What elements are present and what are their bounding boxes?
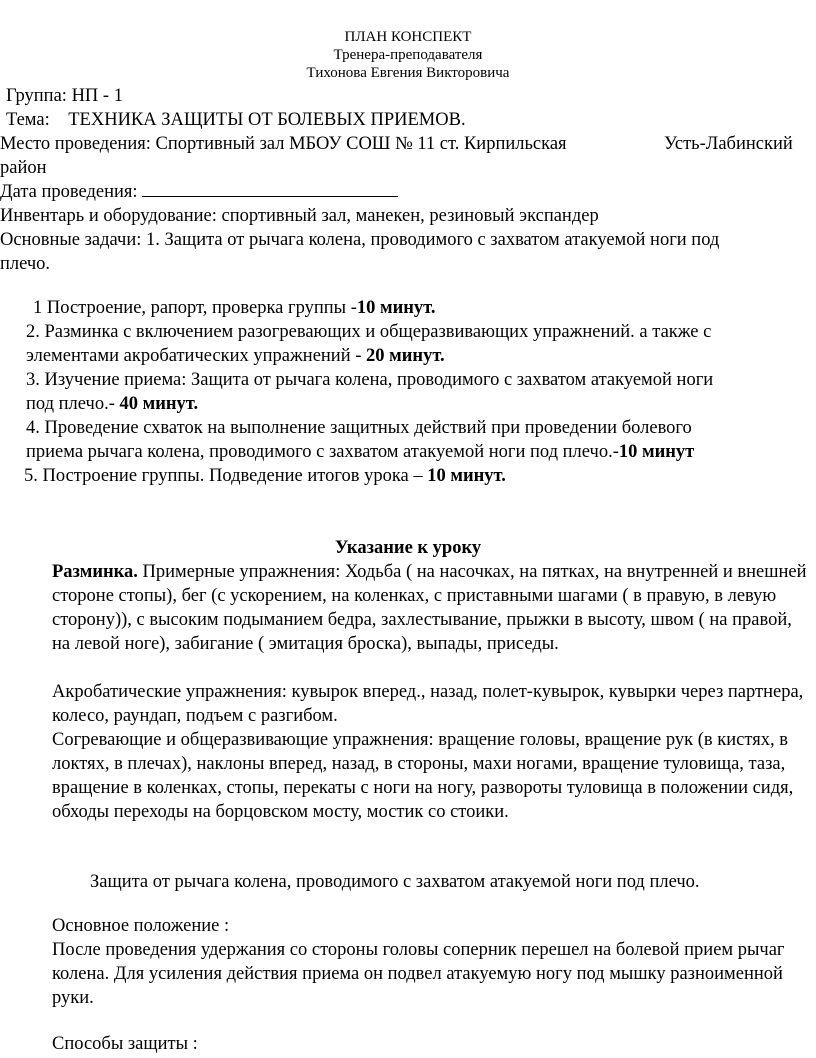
topic-line [6,108,466,132]
plan-item: приема рычага колена, проводимого с захватом атакуемой ноги под плечо.-10 минут [26,442,695,462]
basic-position-label: Основное положение : [52,916,230,936]
basic-position-text: После проведения удержания со стороны головы соперник перешел на болевой прием рычаг колена. Для усиления действия приема он подвел атакуемую ногу под мышку разноименной руки. [52,940,785,1008]
plan-item: 3. Изучение приема: Защита от рычага колена, проводимого с захватом атакуемой ноги [26,370,714,390]
warmup-text: Примерные упражнения: Ходьба ( на насочках, на пятках, на внутренней и внешней стороне стопы), бег (с ускорением, на коленках, с приставными шагами ( в правую, в левую сторону)), с высоким подыманием бедра, захлестывание, прыжки в высоту, швом ( на правой, на левой ноге), забигание ( эмитация броска), выпады, приседы. [52,562,807,654]
acrobatic-paragraph: Акробатические упражнения: кувырок вперед., назад, полет-кувырок, кувырки через партнера, колесо, раундап, подъем с разгибом. [52,682,804,726]
topic-label: Тема: [6,110,50,130]
instructions-heading: Указание к уроку [334,538,482,558]
place-line: Место проведения: Спортивный зал МБОУ СОШ № 11 ст. Кирпильская [0,134,567,154]
date-line [0,180,398,204]
plan-title: ПЛАН КОНСПЕКТ [344,29,472,45]
warmup-paragraph [52,560,814,656]
trainer-name: Тихонова Евгения Викторовича [306,65,510,81]
trainer-role: Тренера-преподавателя [333,47,483,63]
date-blank [142,180,398,197]
plan-item: 4. Проведение схваток на выполнение защитных действий при проведении болевого [26,418,692,438]
group-line: Группа: НП - 1 [6,86,123,106]
plan-item: 5. Построение группы. Подведение итогов урока – 10 минут. [24,466,506,486]
plan-item: 1 Построение, рапорт, проверка группы -10 минут. [33,298,436,318]
warmup-label: Разминка. [52,562,138,582]
defense-methods-label: Способы защиты : [52,1034,198,1054]
plan-item: элементами акробатических упражнений - 20 минут. [26,346,445,366]
defense-title: Защита от рычага колена, проводимого с захватом атакуемой ноги под плечо. [90,872,700,892]
topic-value: ТЕХНИКА ЗАЩИТЫ ОТ БОЛЕВЫХ ПРИЕМОВ. [68,110,466,130]
plan-item: 2. Разминка с включением разогревающих и общеразвивающих упражнений. а также с [26,322,712,342]
plan-item: под плечо.- 40 минут. [26,394,199,414]
tasks-line-1: Основные задачи: 1. Защита от рычага колена, проводимого с захватом атакуемой ноги под [0,230,720,250]
date-label: Дата проведения: [0,182,138,202]
equipment-line: Инвентарь и оборудование: спортивный зал, манекен, резиновый экспандер [0,206,599,226]
place-line-2: район [0,158,47,178]
general-paragraph: Согревающие и общеразвивающие упражнения: вращение головы, вращение рук (в кистях, в локтях, в плечах), наклоны вперед, назад, в стороны, махи ногами, вращение туловища, таза, вращение в коленках, стопы, перекаты с ноги на ногу, развороты туловища в положении сидя, обходы переходы на борцовском мосту, мостик со стоики. [52,730,794,822]
tasks-line-2: плечо. [0,254,51,274]
place-region: Усть-Лабинский [664,134,793,154]
